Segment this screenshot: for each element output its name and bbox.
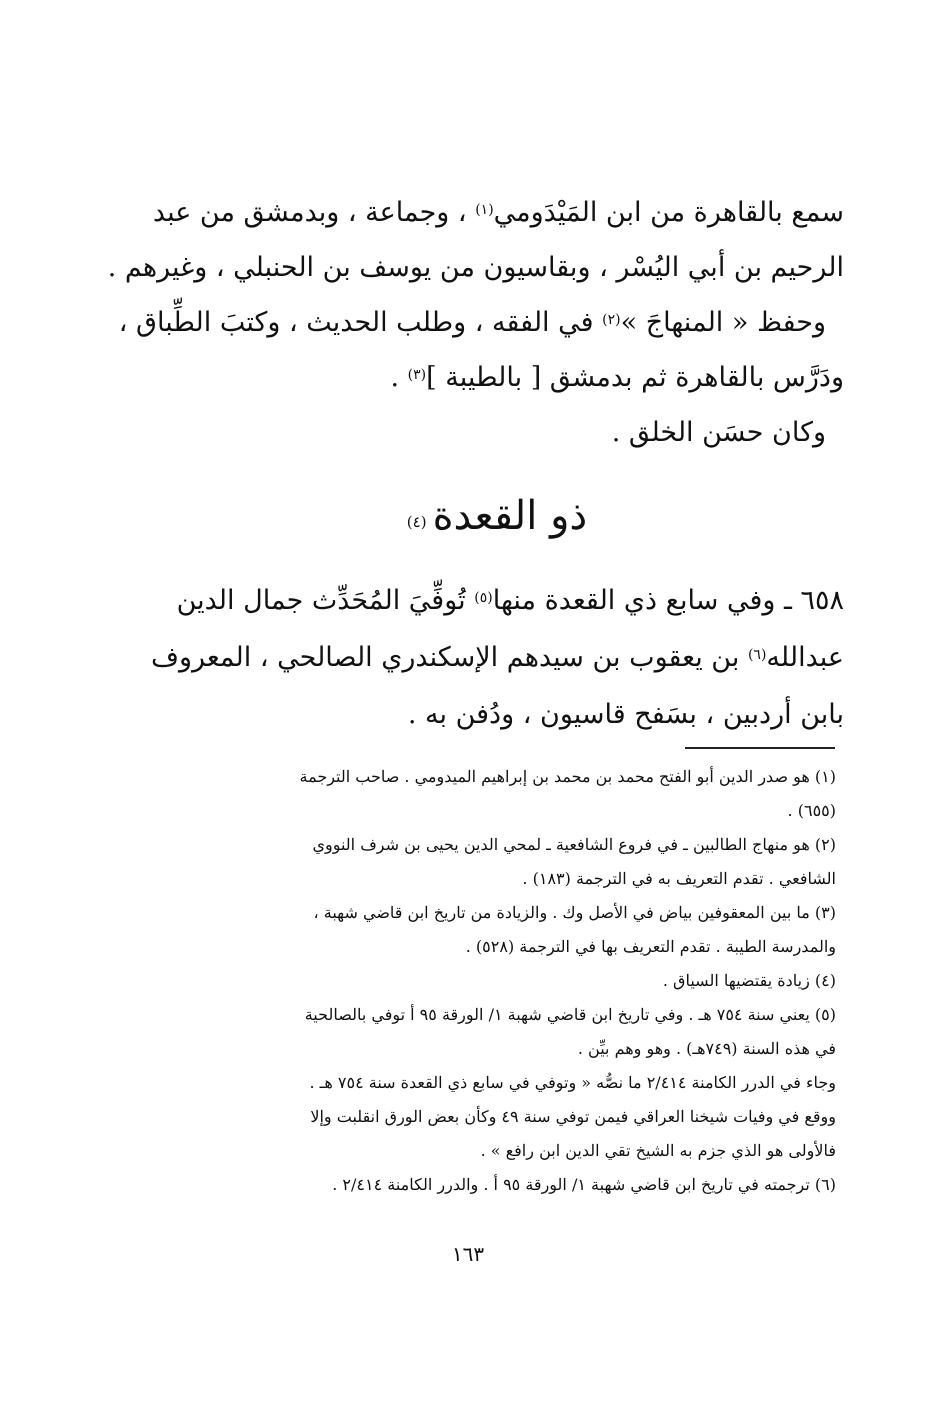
footnote-marker[interactable]: (٢) bbox=[602, 312, 621, 328]
section-heading bbox=[150, 486, 844, 550]
page-number: ١٦٣ bbox=[451, 1242, 485, 1266]
footnote-line: (٣) ما بين المعقوفين بياض في الأصل وك . والزيادة من تاريخ ابن قاضي شهبة ، bbox=[313, 903, 836, 922]
text-span: . bbox=[390, 362, 408, 393]
text-span: ودَرَّس بالقاهرة ثم بدمشق [ بالطيبة ] bbox=[426, 362, 844, 393]
footnote-line: في هذه السنة (٧٤٩هـ) . وهو وهم بيِّن . bbox=[577, 1039, 836, 1058]
text-span: تُوفِّيَ المُحَدِّث جمال الدين bbox=[176, 585, 475, 616]
footnote-line: (٥) يعني سنة ٧٥٤ هـ . وفي تاريخ ابن قاضي شهبة ١/ الورقة ٩٥ أ توفي بالصالحية bbox=[304, 1005, 836, 1024]
text-line bbox=[118, 295, 844, 350]
footnote-marker[interactable]: (٣) bbox=[407, 367, 427, 383]
footnote-line: فالأولى هو الذي جزم به الشيخ تقي الدين ابن رافع » . bbox=[480, 1141, 836, 1160]
heading-text: ذو القعدة bbox=[432, 493, 588, 539]
text-line: الرحيم بن أبي اليُسْر ، وبقاسيون من يوسف بن الحنبلي ، وغيرهم . bbox=[107, 252, 844, 283]
footnote-marker[interactable]: (٤) bbox=[406, 513, 427, 531]
text-span: عبدالله bbox=[766, 642, 844, 673]
footnotes bbox=[178, 760, 836, 1202]
footnote-separator bbox=[685, 747, 835, 749]
footnote-marker[interactable]: (٦) bbox=[747, 647, 767, 663]
text-span: في الفقه ، وطلب الحديث ، وكتبَ الطِّباق ، bbox=[118, 307, 603, 338]
text-span: سمع بالقاهرة من ابن المَيْدَومي bbox=[493, 197, 844, 228]
footnote-line: ووقع في وفيات شيخنا العراقي فيمن توفي سنة ٤٩ وكأن بعض الورق انقلبت وإلا bbox=[310, 1107, 836, 1126]
biography-entry bbox=[150, 572, 844, 743]
footnote-line: (١) هو صدر الدين أبو الفتح محمد بن محمد بن إبراهيم الميدومي . صاحب الترجمة bbox=[299, 767, 836, 786]
footnote-line: وجاء في الدرر الكامنة ٢/٤١٤ ما نصُّه « وتوفي في سابع ذي القعدة سنة ٧٥٤ هـ . bbox=[309, 1073, 836, 1092]
text-line bbox=[150, 185, 844, 240]
footnote-line: (٦٥٥) . bbox=[787, 801, 836, 820]
text-span: بن يعقوب بن سيدهم الإسكندري الصالحي ، المعروف bbox=[150, 642, 748, 673]
footnote-line: (٢) هو منهاج الطالبين ـ في فروع الشافعية ـ لمحي الدين يحيى بن شرف النووي bbox=[312, 835, 836, 854]
footnote-line: (٤) زيادة يقتضيها السياق . bbox=[662, 971, 836, 990]
entry-line bbox=[150, 572, 844, 629]
footnote-marker[interactable]: (١) bbox=[475, 202, 494, 218]
footnote-line: والمدرسة الطيبة . تقدم التعريف بها في الترجمة (٥٢٨) . bbox=[465, 937, 836, 956]
heading-title bbox=[407, 486, 587, 546]
entry-line: بابن أردبين ، بسَفح قاسيون ، ودُفن به . bbox=[407, 699, 844, 730]
footnote-line: الشافعي . تقدم التعريف به في الترجمة (١٨٣) . bbox=[522, 869, 836, 888]
footnote-marker[interactable]: (٥) bbox=[474, 590, 493, 606]
entry-line bbox=[150, 629, 844, 686]
main-text bbox=[107, 185, 844, 460]
text-span: وحفظ « المنهاجَ » bbox=[620, 307, 826, 338]
text-line bbox=[150, 350, 844, 405]
text-span: ، وجماعة ، وبدمشق من عبد bbox=[152, 197, 476, 228]
text-span: ٦٥٨ ـ وفي سابع ذي القعدة منها bbox=[492, 585, 844, 616]
footnote-line: (٦) ترجمته في تاريخ ابن قاضي شهبة ١/ الورقة ٩٥ أ . والدرر الكامنة ٢/٤١٤ . bbox=[332, 1175, 836, 1194]
text-line: وكان حسَن الخلق . bbox=[611, 417, 826, 448]
